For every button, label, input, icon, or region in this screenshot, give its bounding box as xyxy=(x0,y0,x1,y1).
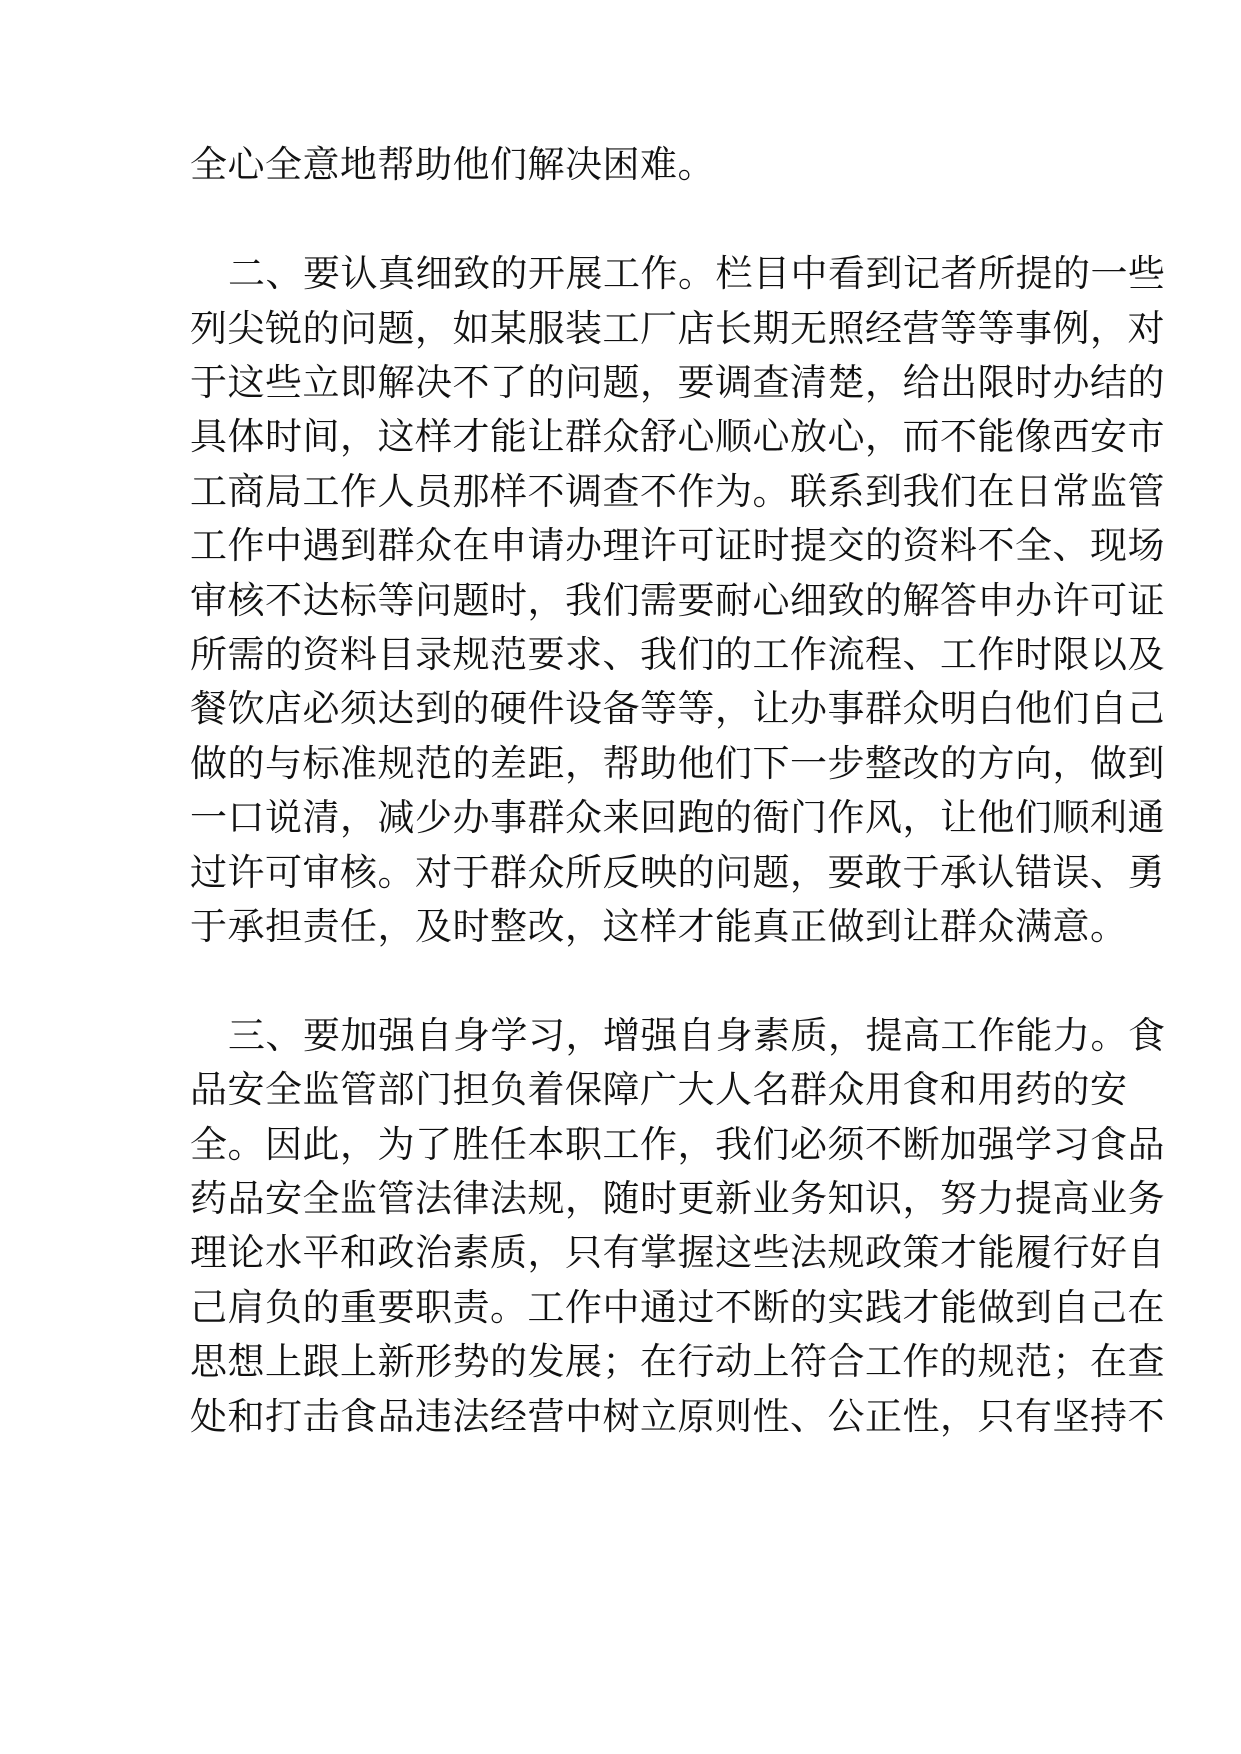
paragraph-2-line-6: 工作中遇到群众在申请办理许可证时提交的资料不全、现场 xyxy=(190,524,1165,567)
paragraph-2-line-4: 具体时间，这样才能让群众舒心顺心放心，而不能像西安市 xyxy=(190,415,1165,458)
paragraph-3-line-4: 药品安全监管法律法规，随时更新业务知识，努力提高业务 xyxy=(190,1177,1165,1220)
paragraph-3-line-7: 思想上跟上新形势的发展；在行动上符合工作的规范；在查 xyxy=(190,1340,1165,1383)
paragraph-2-line-12: 过许可审核。对于群众所反映的问题，要敢于承认错误、勇 xyxy=(190,851,1165,894)
paragraph-2-line-7: 审核不达标等问题时，我们需要耐心细致的解答申办许可证 xyxy=(190,579,1165,622)
paragraph-2-line-2: 列尖锐的问题，如某服装工厂店长期无照经营等等事例，对 xyxy=(190,307,1165,350)
paragraph-2-line-13: 于承担责任，及时整改，这样才能真正做到让群众满意。 xyxy=(190,905,1128,948)
paragraph-3-line-2: 品安全监管部门担负着保障广大人名群众用食和用药的安 xyxy=(190,1068,1128,1111)
paragraph-3-line-8: 处和打击食品违法经营中树立原则性、公正性，只有坚持不 xyxy=(190,1395,1165,1438)
paragraph-2-line-8: 所需的资料目录规范要求、我们的工作流程、工作时限以及 xyxy=(190,633,1165,676)
paragraph-3-line-6: 己肩负的重要职责。工作中通过不断的实践才能做到自己在 xyxy=(190,1286,1165,1329)
paragraph-2-line-11: 一口说清，减少办事群众来回跑的衙门作风，让他们顺利通 xyxy=(190,796,1165,839)
paragraph-2-line-9: 餐饮店必须达到的硬件设备等等，让办事群众明白他们自己 xyxy=(190,687,1165,730)
paragraph-1-line-1: 全心全意地帮助他们解决困难。 xyxy=(190,143,715,186)
paragraph-2-line-10: 做的与标准规范的差距，帮助他们下一步整改的方向，做到 xyxy=(190,742,1165,785)
paragraph-3-line-3: 全。因此，为了胜任本职工作，我们必须不断加强学习食品 xyxy=(190,1123,1165,1166)
paragraph-3-line-5: 理论水平和政治素质，只有掌握这些法规政策才能履行好自 xyxy=(190,1231,1165,1274)
paragraph-2-line-5: 工商局工作人员那样不调查不作为。联系到我们在日常监管 xyxy=(190,470,1165,513)
paragraph-3-line-1: 三、要加强自身学习，增强自身素质，提高工作能力。食 xyxy=(228,1014,1166,1057)
paragraph-2-line-3: 于这些立即解决不了的问题，要调查清楚，给出限时办结的 xyxy=(190,361,1165,404)
paragraph-2-line-1: 二、要认真细致的开展工作。栏目中看到记者所提的一些 xyxy=(228,252,1166,295)
